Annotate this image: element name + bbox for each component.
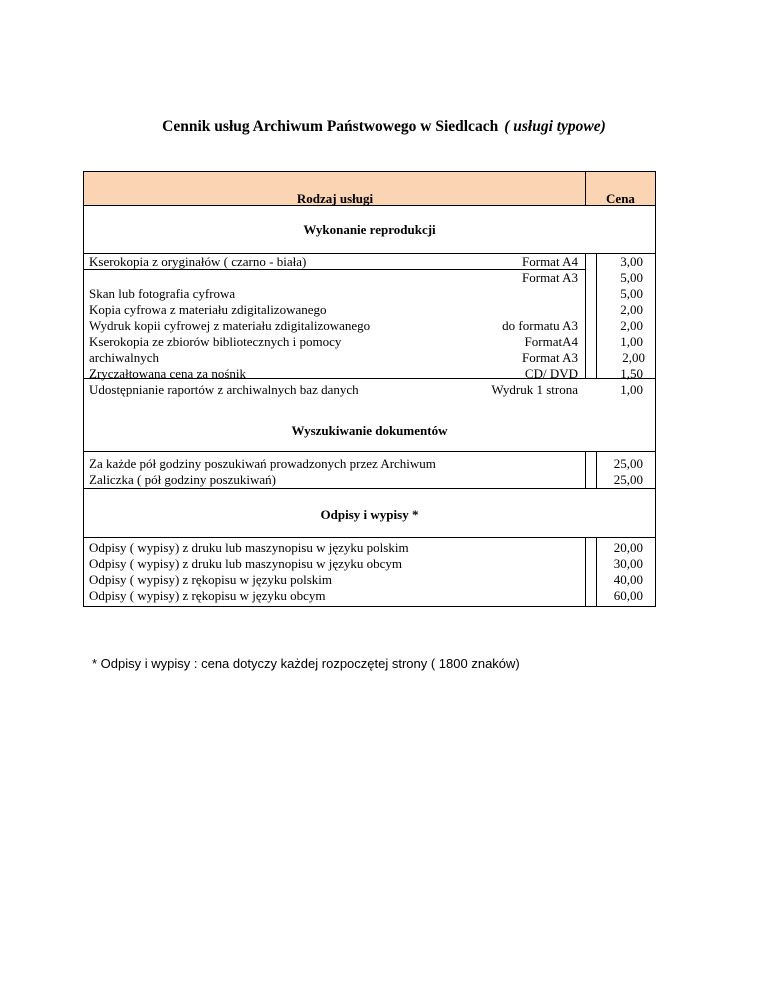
s2-top-line bbox=[83, 451, 656, 452]
s1-divider-left bbox=[585, 253, 586, 379]
s3-left-2: Odpisy ( wypisy) z rękopisu w języku polskim bbox=[89, 572, 333, 587]
s1-left-8: Udostępnianie raportów z archiwalnych baz danych bbox=[89, 382, 359, 397]
s3-price-3: 60,00 bbox=[613, 588, 643, 603]
s1-left-0: Kserokopia z oryginałów ( czarno - biała) bbox=[89, 254, 307, 269]
header-price: Cena bbox=[606, 191, 635, 206]
s3-left-3: Odpisy ( wypisy) z rękopisu w języku obcym bbox=[89, 588, 326, 603]
s1-price-6: 2,00 bbox=[622, 350, 645, 365]
s3-price-2: 40,00 bbox=[613, 572, 643, 587]
s1-price-4: 2,00 bbox=[620, 318, 643, 333]
s2-left-0: Za każde pół godziny poszukiwań prowadzonych przez Archiwum bbox=[89, 456, 436, 471]
s2-left-1: Zaliczka ( pół godziny poszukiwań) bbox=[89, 472, 276, 487]
header-service: Rodzaj usługi bbox=[296, 191, 374, 206]
title-main: Cennik usług Archiwum Państwowego w Siedlcach bbox=[162, 118, 499, 135]
s3-left-0: Odpisy ( wypisy) z druku lub maszynopisu w języku polskim bbox=[89, 540, 409, 555]
s1-mid-1: Format A3 bbox=[522, 270, 578, 285]
s1-price-1: 5,00 bbox=[620, 270, 643, 285]
s2-price-0: 25,00 bbox=[613, 456, 643, 471]
s1-mid-5: FormatA4 bbox=[524, 334, 578, 349]
s1-price-2: 5,00 bbox=[620, 286, 643, 301]
footnote: * Odpisy i wypisy : cena dotyczy każdej rozpoczętej strony ( 1800 znaków) bbox=[92, 656, 520, 671]
s3-price-1: 30,00 bbox=[613, 556, 643, 571]
s1-mid-8: Wydruk 1 strona bbox=[491, 382, 578, 397]
s1-price-7: 1,50 bbox=[620, 366, 643, 381]
s1-left-6: archiwalnych bbox=[89, 350, 160, 365]
s3-top-line bbox=[83, 537, 656, 538]
s3-price-0: 20,00 bbox=[613, 540, 643, 555]
s1-mid-6: Format A3 bbox=[522, 350, 578, 365]
s1-left-5: Kserokopia ze zbiorów bibliotecznych i pomocy bbox=[89, 334, 342, 349]
s2-divider-left bbox=[585, 451, 586, 489]
title-subtitle: ( usługi typowe) bbox=[504, 118, 606, 135]
section-odpisy-title: Odpisy i wypisy * bbox=[320, 507, 419, 522]
s1-left-4: Wydruk kopii cyfrowej z materiału zdigitalizowanego bbox=[89, 318, 371, 333]
s1-left-7: Zryczałtowana cena za nośnik bbox=[89, 366, 247, 381]
s1-price-5: 1,00 bbox=[620, 334, 643, 349]
document-title bbox=[0, 118, 768, 136]
s1-mid-7: CD/ DVD bbox=[524, 366, 578, 381]
section-reprodukcje-title: Wykonanie reprodukcji bbox=[303, 222, 436, 237]
s1-price-3: 2,00 bbox=[620, 302, 643, 317]
table-border-top bbox=[83, 171, 656, 172]
s2-price-1: 25,00 bbox=[613, 472, 643, 487]
s1-left-2: Skan lub fotografia cyfrowa bbox=[89, 286, 236, 301]
section-wyszukiwanie-title: Wyszukiwanie dokumentów bbox=[291, 423, 448, 438]
s2-bottom-line bbox=[83, 488, 656, 489]
s1-mid-4: do formatu A3 bbox=[502, 318, 578, 333]
s1-mid-0: Format A4 bbox=[522, 254, 578, 269]
s1-price-8: 1,00 bbox=[620, 382, 643, 397]
s3-divider-left bbox=[585, 537, 586, 607]
s3-left-1: Odpisy ( wypisy) z druku lub maszynopisu w języku obcym bbox=[89, 556, 403, 571]
table-border-bottom bbox=[83, 606, 656, 607]
s1-price-0: 3,00 bbox=[620, 254, 643, 269]
s1-left-3: Kopia cyfrowa z materiału zdigitalizowanego bbox=[89, 302, 327, 317]
